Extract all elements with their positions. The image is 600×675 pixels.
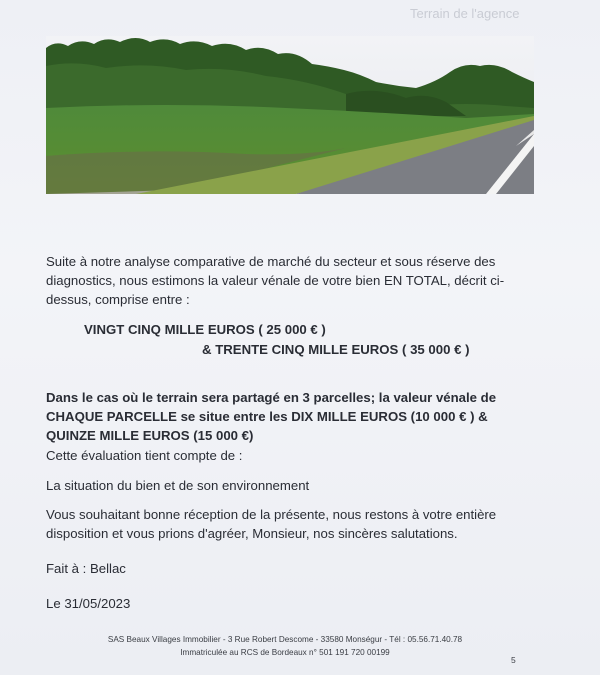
amount-low: VINGT CINQ MILLE EUROS ( 25 000 € ) [84, 322, 326, 337]
footer-registration: Immatriculée au RCS de Bordeaux n° 501 191 720 00199 [180, 648, 390, 657]
page-number: 5 [511, 655, 516, 665]
parcel-valuation-paragraph: Dans le cas où le terrain sera partagé en 3 parcelles; la valeur vénale de CHAQUE PARCELLE se situe entre les DIX MILLE EUROS (10 000 € ) & QUINZE MILLE EUROS (15 000 €) [46, 390, 497, 443]
valuation-intro-paragraph: Suite à notre analyse comparative de marché du secteur et sous réserve des diagnostics, nous estimons la valeur vénale de votre bien EN TOTAL, décrit ci-dessus, comprise entre : [46, 254, 505, 307]
amount-high: & TRENTE CINQ MILLE EUROS ( 35 000 € ) [202, 342, 470, 357]
date-line: Le 31/05/2023 [46, 596, 131, 611]
footer-address: SAS Beaux Villages Immobilier - 3 Rue Robert Descome - 33580 Monségur - Tél : 05.56.71.40.78 [107, 635, 463, 644]
faded-header-text: Terrain de l'agence [410, 6, 520, 21]
place-line: Fait à : Bellac [46, 561, 126, 576]
evaluation-line: Cette évaluation tient compte de : [46, 448, 243, 463]
closing-paragraph: Vous souhaitant bonne réception de la présente, nous restons à votre entière disposition et vous prions d'agréer, Monsieur, nos sincères salutations. [46, 507, 497, 541]
land-photo [46, 36, 534, 194]
situation-line: La situation du bien et de son environnement [46, 478, 310, 493]
